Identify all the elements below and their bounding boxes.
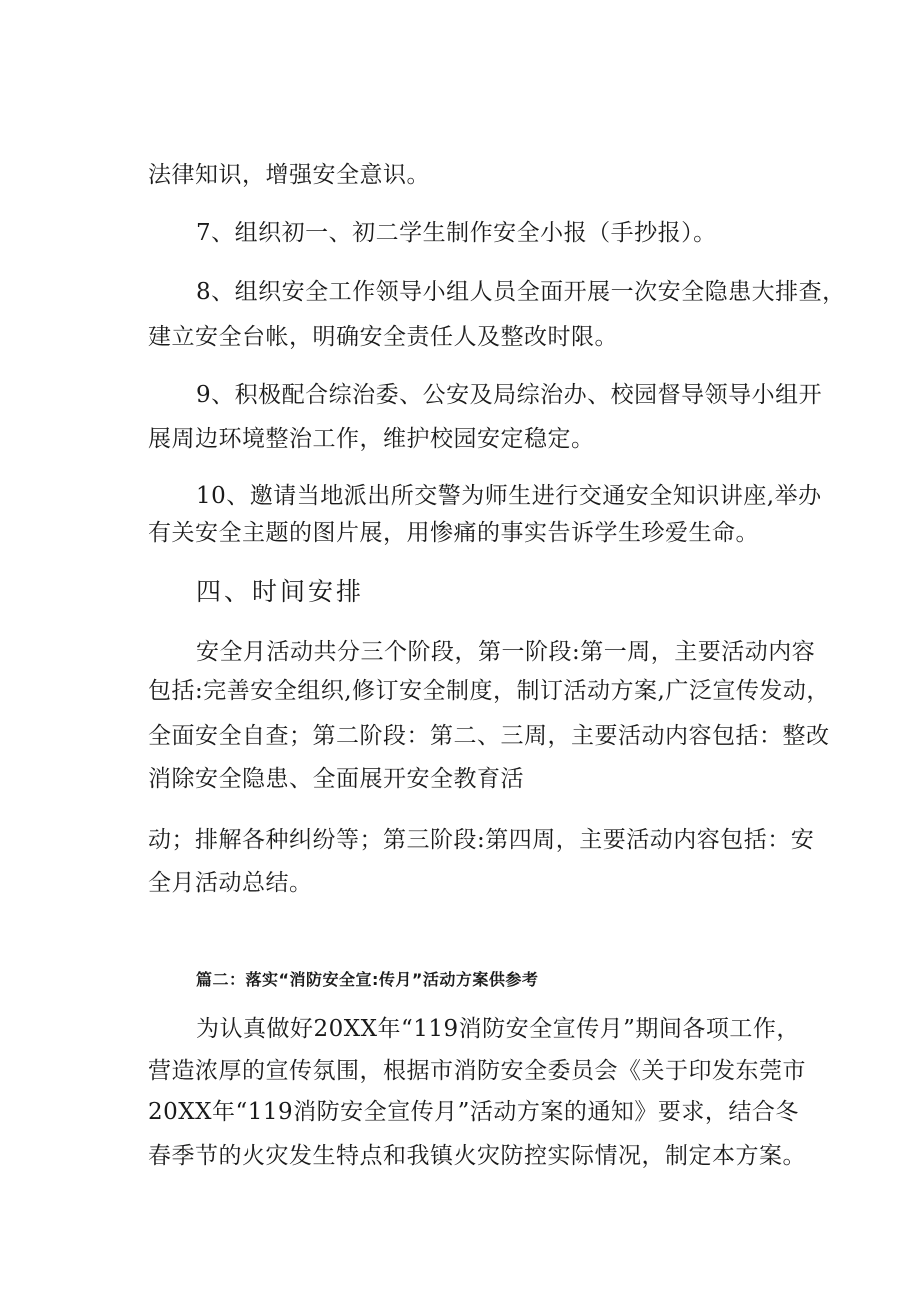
paragraph-line: 20XX年“119消防安全宣传月”活动方案的通知》要求，结合冬	[148, 1099, 799, 1125]
text-line: 法律知识，增强安全意识。	[148, 162, 430, 188]
paragraph-line: 为认真做好20XX年“119消防安全宣传月”期间各项工作，	[196, 1016, 800, 1042]
section-heading: 四、时间安排	[196, 577, 365, 606]
list-item-10: 10、邀请当地派出所交警为师生进行交通安全知识讲座,举办	[196, 483, 822, 509]
paragraph-line: 全面安全自查；第二阶段：第二、三周，主要活动内容包括：整改	[148, 723, 830, 749]
list-item-9: 9、积极配合综治委、公安及局综治办、校园督导领导小组开	[196, 382, 823, 408]
text-line: 展周边环境整治工作，维护校园安定稳定。	[148, 426, 595, 452]
article-subtitle: 篇二：落实“消防安全宣:传月”活动方案供参考	[196, 970, 539, 989]
paragraph-line: 春季节的火灾发生特点和我镇火灾防控实际情况，制定本方案。	[148, 1143, 806, 1169]
list-item-8: 8、组织安全工作领导小组人员全面开展一次安全隐患大排查，	[196, 279, 846, 305]
paragraph-line: 消除安全隐患、全面展开安全教育活	[148, 766, 524, 792]
paragraph-line: 包括:完善安全组织,修订安全制度，制订活动方案,广泛宣传发动，	[148, 678, 830, 704]
paragraph-line: 安全月活动共分三个阶段，第一阶段:第一周，主要活动内容	[196, 639, 816, 665]
text-line: 有关安全主题的图片展，用惨痛的事实告诉学生珍爱生命。	[148, 520, 759, 546]
paragraph-line: 营造浓厚的宣传氛围，根据市消防安全委员会《关于印发东莞市	[148, 1058, 806, 1084]
paragraph-line: 动；排解各种纠纷等；第三阶段:第四周，主要活动内容包括：安	[148, 827, 815, 853]
text-line: 建立安全台帐，明确安全责任人及整改时限。	[148, 324, 618, 350]
list-item-7: 7、组织初一、初二学生制作安全小报（手抄报）。	[196, 220, 717, 246]
paragraph-line: 全月活动总结。	[148, 870, 313, 896]
